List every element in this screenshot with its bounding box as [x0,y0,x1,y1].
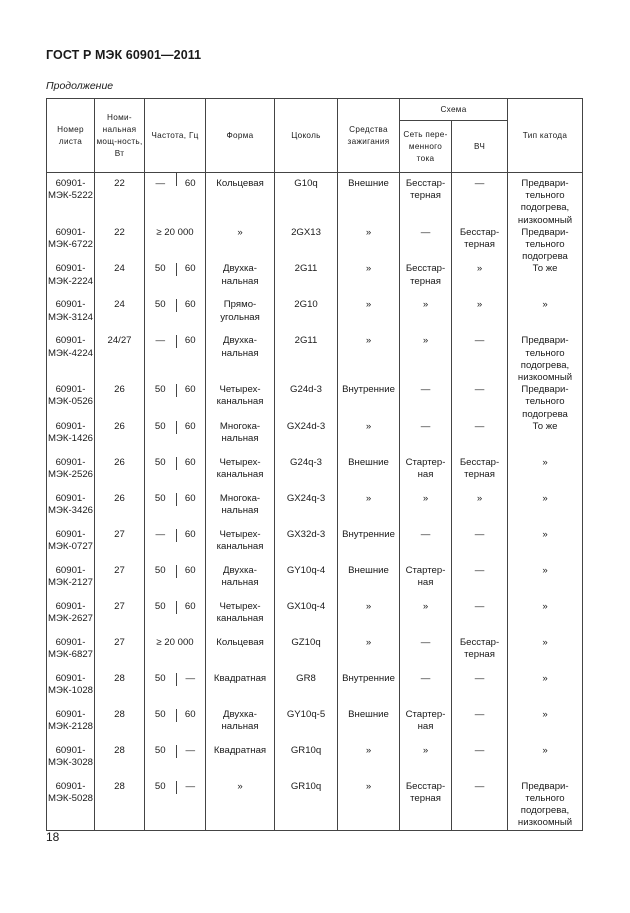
cell-scheme-hf: » [452,263,508,299]
cell-shape: Двухка-нальная [206,709,275,745]
cell-frequency-2: — [176,673,206,709]
cell-nominal-power: 24 [95,263,145,299]
cell-scheme-hf: — [452,384,508,421]
cell-ignition: » [338,335,400,384]
cell-scheme-hf: — [452,173,508,227]
cell-cathode-type: Предвари-тельного подогрева [508,384,583,421]
cell-nominal-power: 27 [95,565,145,601]
cell-sheet-number: 60901-МЭК-2224 [47,263,95,299]
document-title: ГОСТ Р МЭК 60901—2011 [46,48,202,62]
table-row [47,565,583,601]
cell-ignition: Внутренние [338,529,400,565]
cell-base: G24d-3 [275,384,338,421]
cell-nominal-power: 22 [95,173,145,227]
cell-shape: Четырех-канальная [206,529,275,565]
cell-frequency-2: 60 [176,421,206,457]
cell-scheme-hf: — [452,673,508,709]
cell-scheme-ac: » [400,335,452,384]
cell-ignition: » [338,637,400,673]
cell-cathode-type: » [508,529,583,565]
cell-sheet-number: 60901-МЭК-2526 [47,457,95,493]
cell-cathode-type: Предвари-тельного подогрева, низкоомный [508,335,583,384]
cell-sheet-number: 60901-МЭК-6722 [47,227,95,264]
cell-scheme-ac: — [400,227,452,264]
cell-frequency-1: 50 [145,384,176,421]
cell-frequency-2: 60 [176,457,206,493]
cell-frequency-1: 50 [145,263,176,299]
cell-scheme-ac: » [400,601,452,637]
table-row [47,299,583,335]
table-row [47,781,583,830]
cell-scheme-hf: — [452,335,508,384]
table-row [47,173,583,227]
cell-cathode-type: » [508,709,583,745]
cell-base: 2G11 [275,263,338,299]
cell-scheme-hf: — [452,709,508,745]
cell-ignition: Внутренние [338,384,400,421]
cell-shape: Двухка-нальная [206,335,275,384]
cell-base: 2GX13 [275,227,338,264]
cell-nominal-power: 28 [95,745,145,781]
cell-shape: Двухка-нальная [206,263,275,299]
table-row [47,637,583,673]
cell-frequency-2: 60 [176,601,206,637]
cell-sheet-number: 60901-МЭК-2627 [47,601,95,637]
col-base: Цоколь [275,99,338,173]
cell-cathode-type: » [508,673,583,709]
col-cathode-type: Тип катода [508,99,583,173]
cell-nominal-power: 27 [95,529,145,565]
cell-scheme-ac: » [400,493,452,529]
cell-sheet-number: 60901-МЭК-0526 [47,384,95,421]
cell-shape: Четырех-канальная [206,601,275,637]
cell-sheet-number: 60901-МЭК-2127 [47,565,95,601]
cell-frequency-1: 50 [145,745,176,781]
cell-base: GX32d-3 [275,529,338,565]
cell-sheet-number: 60901-МЭК-5028 [47,781,95,830]
cell-scheme-hf: Бесстар-терная [452,227,508,264]
cell-sheet-number: 60901-МЭК-1028 [47,673,95,709]
cell-base: G24q-3 [275,457,338,493]
table-row [47,227,583,264]
col-scheme-ac: Сеть пере-менного тока [400,121,452,173]
cell-cathode-type: » [508,637,583,673]
cell-nominal-power: 26 [95,493,145,529]
cell-frequency-2: — [176,745,206,781]
cell-sheet-number: 60901-МЭК-3028 [47,745,95,781]
cell-base: GZ10q [275,637,338,673]
cell-base: GR10q [275,745,338,781]
cell-frequency-2: 60 [176,299,206,335]
cell-nominal-power: 26 [95,457,145,493]
cell-nominal-power: 26 [95,421,145,457]
cell-frequency-1: — [145,529,176,565]
cell-sheet-number: 60901-МЭК-4224 [47,335,95,384]
cell-scheme-hf: — [452,565,508,601]
cell-scheme-hf: — [452,601,508,637]
cell-ignition: » [338,299,400,335]
continuation-label: Продолжение [46,80,114,92]
cell-shape: » [206,227,275,264]
cell-frequency: ≥ 20 000 [145,227,206,264]
cell-base: 2G10 [275,299,338,335]
cell-sheet-number: 60901-МЭК-2128 [47,709,95,745]
cell-shape: Двухка-нальная [206,565,275,601]
cell-sheet-number: 60901-МЭК-3426 [47,493,95,529]
table-row [47,263,583,299]
cell-scheme-hf: — [452,745,508,781]
cell-frequency-2: 60 [176,565,206,601]
cell-scheme-hf: — [452,421,508,457]
cell-frequency-2: — [176,781,206,830]
cell-shape: Квадратная [206,673,275,709]
cell-shape: Квадратная [206,745,275,781]
table-row [47,745,583,781]
cell-nominal-power: 26 [95,384,145,421]
table-row [47,493,583,529]
table-row [47,529,583,565]
cell-frequency-1: 50 [145,781,176,830]
cell-base: GY10q-4 [275,565,338,601]
table-row [47,421,583,457]
col-shape: Форма [206,99,275,173]
cell-base: GR8 [275,673,338,709]
cell-scheme-hf: Бесстар-терная [452,637,508,673]
col-scheme-hf: ВЧ [452,121,508,173]
cell-shape: Кольцевая [206,173,275,227]
cell-frequency-1: — [145,173,176,227]
cell-ignition: » [338,227,400,264]
cell-sheet-number: 60901-МЭК-6827 [47,637,95,673]
cell-scheme-hf: Бесстар-терная [452,457,508,493]
cell-shape: Многока-нальная [206,421,275,457]
table-row [47,335,583,384]
cell-sheet-number: 60901-МЭК-3124 [47,299,95,335]
col-frequency: Частота, Гц [145,99,206,173]
cell-scheme-ac: Бесстар-терная [400,263,452,299]
cell-nominal-power: 27 [95,601,145,637]
cell-ignition: » [338,781,400,830]
cell-sheet-number: 60901-МЭК-5222 [47,173,95,227]
cell-nominal-power: 27 [95,637,145,673]
cell-frequency-2: 60 [176,493,206,529]
cell-ignition: » [338,493,400,529]
cell-ignition: Внешние [338,709,400,745]
cell-nominal-power: 22 [95,227,145,264]
col-ignition: Средства зажигания [338,99,400,173]
cell-cathode-type: То же [508,421,583,457]
cell-ignition: Внешние [338,565,400,601]
cell-cathode-type: » [508,745,583,781]
cell-scheme-ac: — [400,637,452,673]
cell-ignition: » [338,601,400,637]
cell-scheme-ac: Стартер-ная [400,565,452,601]
cell-frequency-1: 50 [145,299,176,335]
cell-scheme-ac: Бесстар-терная [400,781,452,830]
cell-shape: Прямо-угольная [206,299,275,335]
cell-frequency-1: 50 [145,457,176,493]
cell-scheme-ac: — [400,673,452,709]
cell-nominal-power: 24 [95,299,145,335]
cell-nominal-power: 28 [95,709,145,745]
cell-base: GR10q [275,781,338,830]
cell-shape: » [206,781,275,830]
cell-ignition: Внешние [338,173,400,227]
cell-frequency-2: 60 [176,335,206,384]
cell-base: GX10q-4 [275,601,338,637]
lamp-data-table [46,98,583,831]
cell-frequency: ≥ 20 000 [145,637,206,673]
cell-frequency-2: 60 [176,263,206,299]
cell-ignition: » [338,745,400,781]
cell-ignition: » [338,421,400,457]
cell-sheet-number: 60901-МЭК-1426 [47,421,95,457]
cell-scheme-hf: — [452,781,508,830]
table-row [47,709,583,745]
cell-base: 2G11 [275,335,338,384]
cell-scheme-ac: — [400,421,452,457]
cell-cathode-type: » [508,457,583,493]
cell-nominal-power: 28 [95,673,145,709]
cell-base: GY10q-5 [275,709,338,745]
cell-scheme-ac: — [400,529,452,565]
table-row [47,673,583,709]
cell-frequency-1: 50 [145,601,176,637]
cell-cathode-type: » [508,565,583,601]
cell-shape: Четырех-канальная [206,384,275,421]
cell-shape: Четырех-канальная [206,457,275,493]
cell-cathode-type: » [508,493,583,529]
cell-nominal-power: 24/27 [95,335,145,384]
cell-scheme-ac: » [400,745,452,781]
cell-frequency-2: 60 [176,529,206,565]
cell-cathode-type: Предвари-тельного подогрева [508,227,583,264]
cell-sheet-number: 60901-МЭК-0727 [47,529,95,565]
col-nominal-power: Номи-нальная мощ-ность, Вт [95,99,145,173]
cell-nominal-power: 28 [95,781,145,830]
col-sheet-number: Номер листа [47,99,95,173]
cell-base: GX24q-3 [275,493,338,529]
table-row [47,601,583,637]
cell-frequency-1: 50 [145,709,176,745]
cell-frequency-2: 60 [176,709,206,745]
col-scheme: Схема [400,99,508,121]
cell-scheme-hf: » [452,493,508,529]
cell-ignition: Внешние [338,457,400,493]
cell-shape: Кольцевая [206,637,275,673]
cell-frequency-1: 50 [145,673,176,709]
cell-base: G10q [275,173,338,227]
cell-shape: Многока-нальная [206,493,275,529]
cell-scheme-ac: Стартер-ная [400,709,452,745]
cell-cathode-type: Предвари-тельного подогрева, низкоомный [508,173,583,227]
cell-ignition: » [338,263,400,299]
cell-cathode-type: Предвари-тельного подогрева, низкоомный [508,781,583,830]
cell-scheme-ac: — [400,384,452,421]
cell-scheme-ac: » [400,299,452,335]
cell-frequency-1: 50 [145,565,176,601]
cell-frequency-1: — [145,335,176,384]
cell-scheme-hf: » [452,299,508,335]
cell-scheme-ac: Бесстар-терная [400,173,452,227]
table-row [47,457,583,493]
table-row [47,384,583,421]
cell-cathode-type: То же [508,263,583,299]
cell-scheme-ac: Стартер-ная [400,457,452,493]
cell-scheme-hf: — [452,529,508,565]
cell-frequency-1: 50 [145,493,176,529]
cell-frequency-1: 50 [145,421,176,457]
cell-frequency-2: 60 [176,384,206,421]
page-number: 18 [46,830,60,844]
cell-cathode-type: » [508,299,583,335]
cell-cathode-type: » [508,601,583,637]
cell-ignition: Внутренние [338,673,400,709]
cell-frequency-2: 60 [176,173,206,227]
cell-base: GX24d-3 [275,421,338,457]
